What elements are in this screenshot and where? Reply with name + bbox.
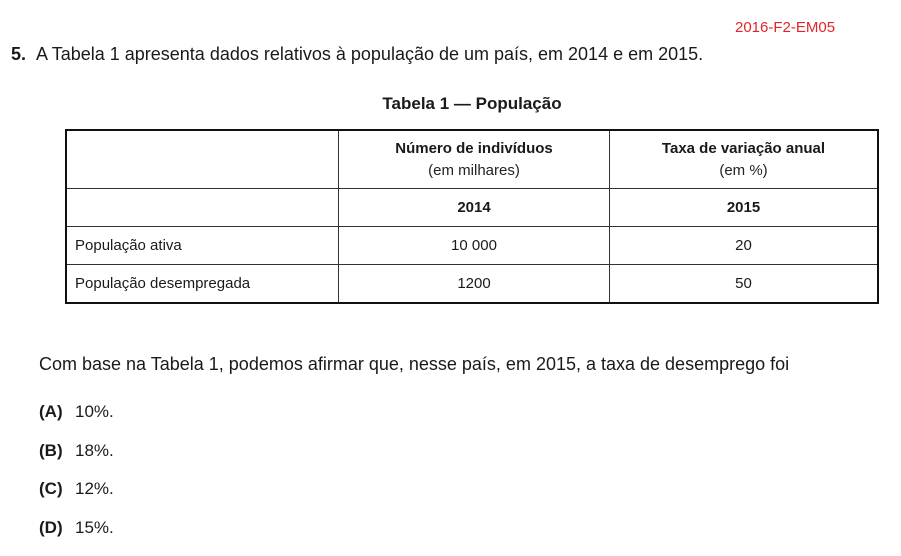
option-text: 15%. <box>75 518 114 537</box>
option-a[interactable] <box>39 402 114 441</box>
row-rate: 50 <box>610 265 879 304</box>
row-label: População desempregada <box>66 265 339 304</box>
population-table <box>65 129 879 304</box>
year-2015: 2015 <box>610 189 879 227</box>
table-year-row <box>66 189 878 227</box>
option-letter: (A) <box>39 402 75 422</box>
table-header-row <box>66 130 878 189</box>
header-empty-cell <box>66 130 339 189</box>
question-text: A Tabela 1 apresenta dados relativos à população de um país, em 2014 e em 2015. <box>36 44 703 64</box>
table-row <box>66 227 878 265</box>
option-d[interactable] <box>39 518 114 556</box>
header-rate <box>610 130 879 189</box>
exam-code: 2016-F2-EM05 <box>735 19 835 36</box>
table-title: Tabela 1 — População <box>0 94 901 114</box>
row-value: 1200 <box>339 265 610 304</box>
option-letter: (B) <box>39 441 75 461</box>
header-individuals-title: Número de indivíduos <box>395 140 553 157</box>
table-row <box>66 265 878 304</box>
row-rate: 20 <box>610 227 879 265</box>
question-statement <box>11 44 703 65</box>
question-number: 5. <box>11 44 26 64</box>
option-text: 18%. <box>75 441 114 460</box>
option-c[interactable] <box>39 479 114 518</box>
year-2014: 2014 <box>339 189 610 227</box>
option-text: 10%. <box>75 402 114 421</box>
year-empty-cell <box>66 189 339 227</box>
option-letter: (D) <box>39 518 75 538</box>
header-rate-title: Taxa de variação anual <box>662 140 825 157</box>
header-rate-unit: (em %) <box>618 162 869 179</box>
option-text: 12%. <box>75 479 114 498</box>
header-individuals <box>339 130 610 189</box>
option-letter: (C) <box>39 479 75 499</box>
header-individuals-unit: (em milhares) <box>347 162 601 179</box>
option-b[interactable] <box>39 441 114 480</box>
row-label: População ativa <box>66 227 339 265</box>
question-prompt: Com base na Tabela 1, podemos afirmar que, nesse país, em 2015, a taxa de desemprego foi <box>39 354 789 375</box>
row-value: 10 000 <box>339 227 610 265</box>
answer-options <box>39 402 114 556</box>
